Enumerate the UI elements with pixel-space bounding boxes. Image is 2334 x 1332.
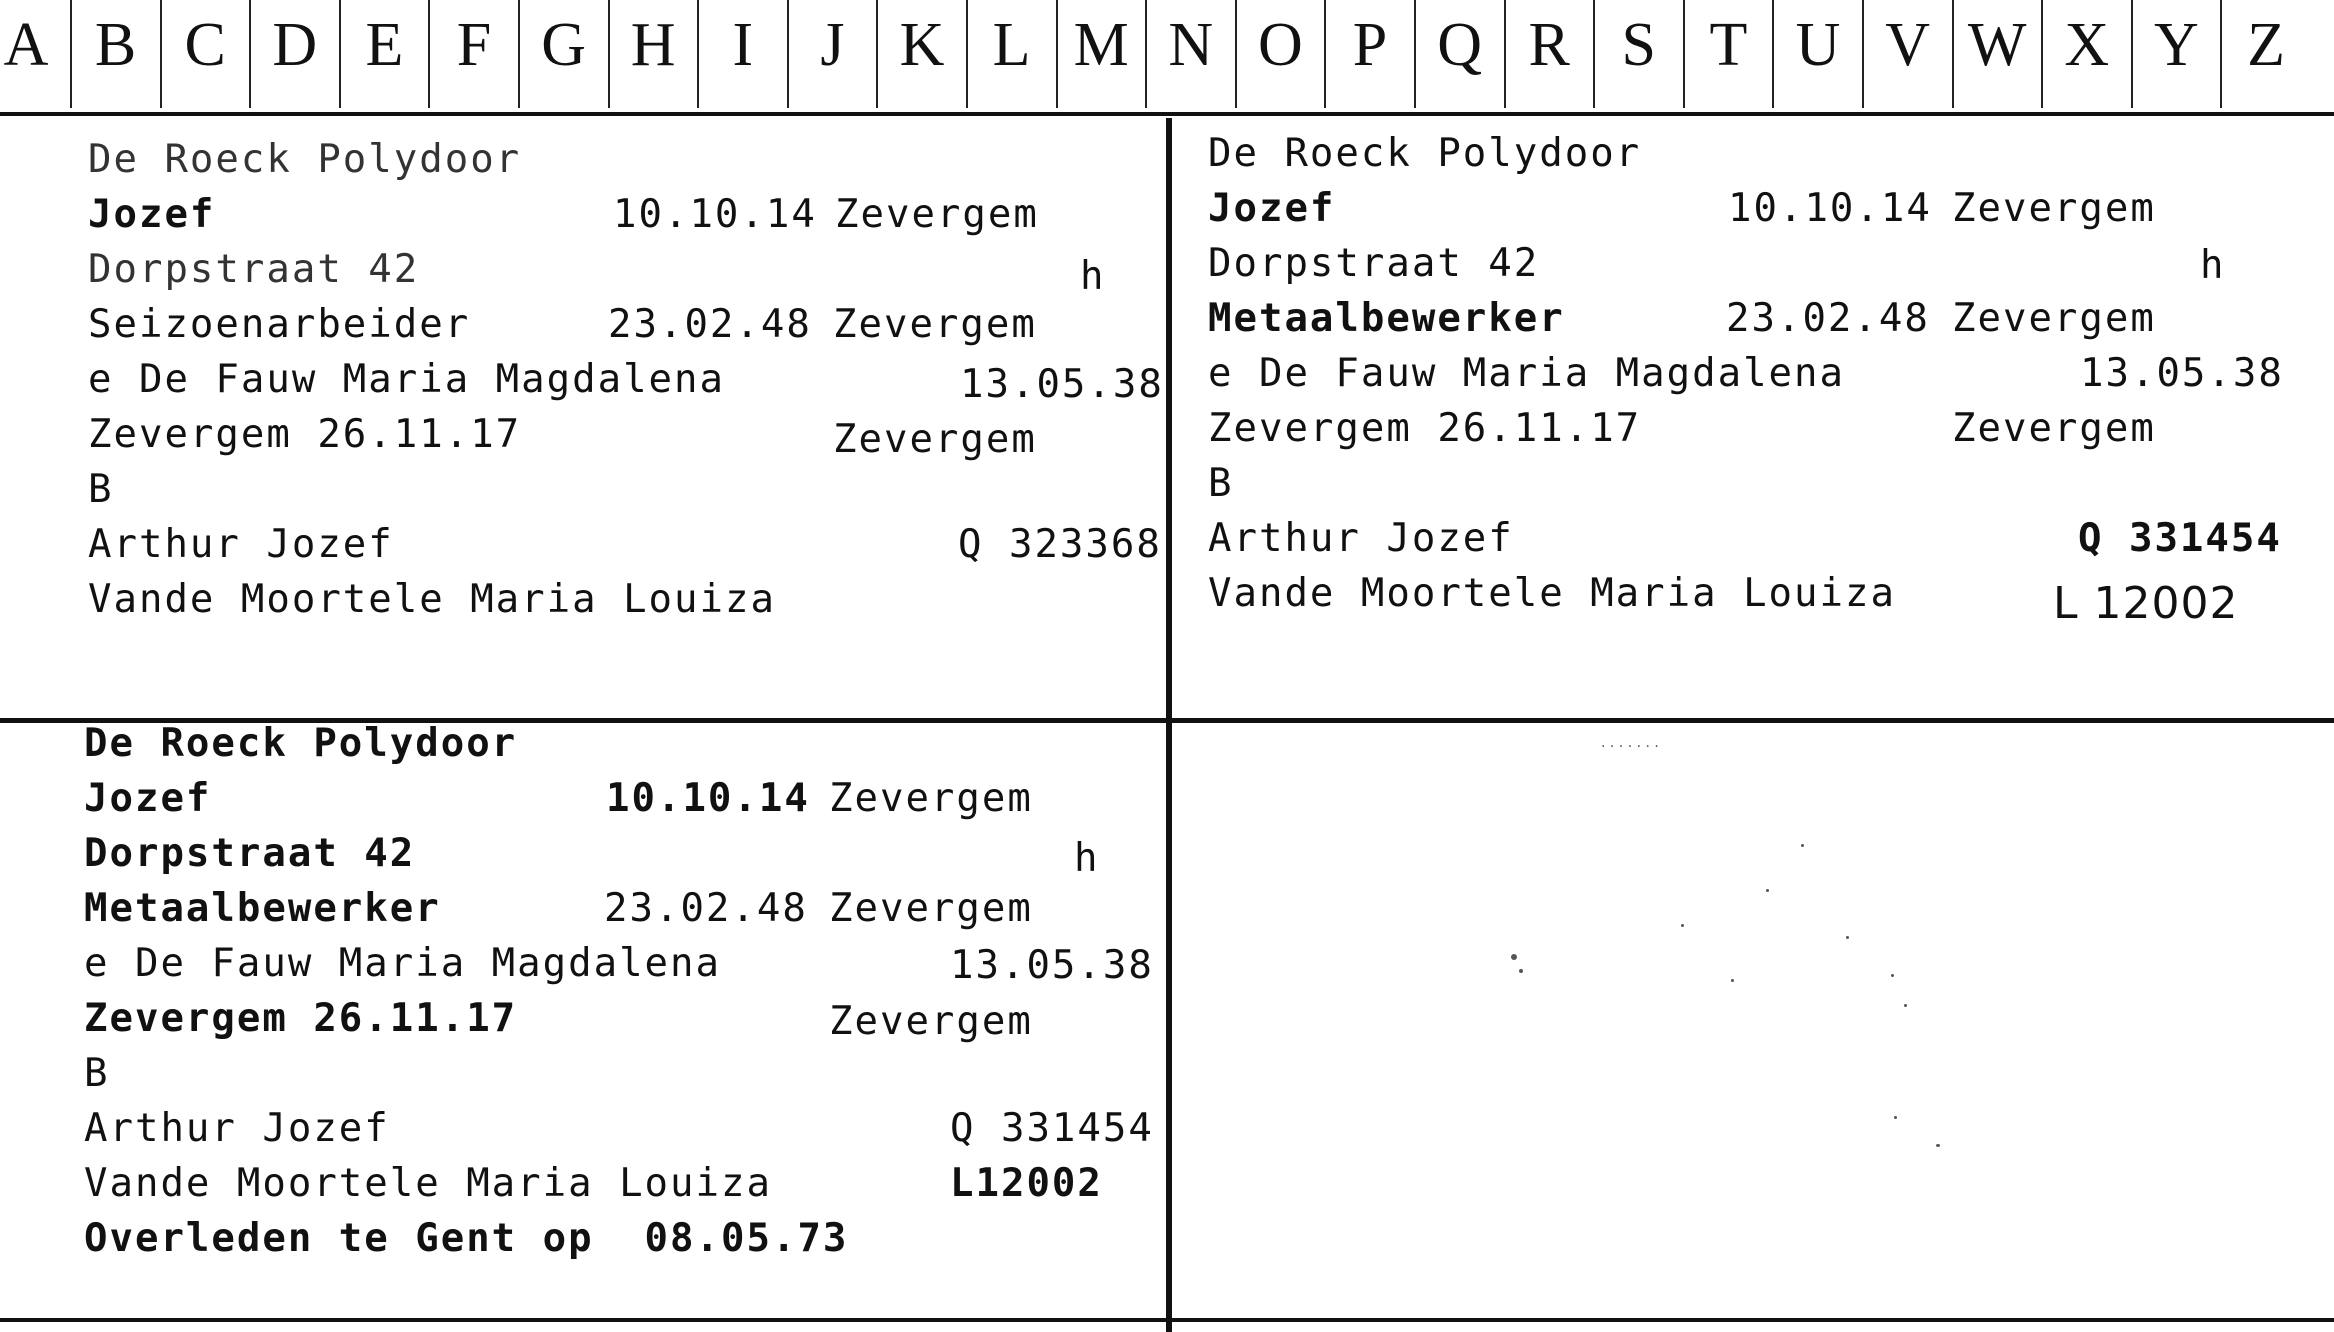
- index-letter-g: G: [541, 11, 586, 79]
- speck: [1936, 1144, 1940, 1147]
- address: Dorpstraat 42: [1208, 241, 1540, 286]
- index-separator: [787, 0, 789, 108]
- birth-date: 10.10.14: [606, 776, 810, 821]
- index-separator: [876, 0, 878, 108]
- index-letter-s: S: [1621, 11, 1657, 79]
- index-letter-e: E: [365, 11, 404, 79]
- spouse-birth: Zevergem 26.11.17: [88, 412, 522, 457]
- spouse-birth: Zevergem 26.11.17: [84, 996, 518, 1041]
- surname: De Roeck Polydoor: [84, 721, 518, 766]
- marker: h: [1074, 836, 1100, 881]
- index-letter-d: D: [272, 11, 318, 79]
- index-separator: [1862, 0, 1864, 108]
- speck: [1681, 924, 1684, 927]
- index-letter-y: Y: [2154, 11, 2199, 79]
- index-letter-a: A: [3, 11, 49, 79]
- speck: [1731, 979, 1734, 982]
- alphabet-index-strip: [0, 0, 2334, 118]
- birth-place: Zevergem: [829, 776, 1033, 821]
- faint-mark: · · · · · · ·: [1601, 739, 1659, 755]
- index-separator: [1593, 0, 1595, 108]
- index-separator: [2041, 0, 2043, 108]
- parent-father: Arthur Jozef: [84, 1106, 390, 1151]
- birth-date: 10.10.14: [1728, 186, 1932, 231]
- reference-1: Q 331454: [950, 1106, 1154, 1151]
- first-name: Jozef: [1208, 186, 1336, 231]
- index-separator: [1683, 0, 1685, 108]
- place-3: Zevergem: [833, 417, 1037, 462]
- record-card-bottom-right-blank: [1176, 724, 2334, 1314]
- index-separator: [1504, 0, 1506, 108]
- code: B: [84, 1051, 110, 1096]
- speck: [1904, 1004, 1907, 1007]
- vertical-divider: [1166, 118, 1172, 1332]
- index-separator: [1952, 0, 1954, 108]
- index-letter-k: K: [899, 11, 945, 79]
- reference-2: L12002: [950, 1161, 1103, 1206]
- index-letter-n: N: [1168, 11, 1214, 79]
- address: Dorpstraat 42: [84, 831, 416, 876]
- place-3: Zevergem: [829, 999, 1033, 1044]
- parent-mother: Vande Moortele Maria Louiza: [88, 577, 776, 622]
- place-3: Zevergem: [1952, 406, 2156, 451]
- index-letter-t: T: [1709, 11, 1748, 79]
- place-2: Zevergem: [829, 886, 1033, 931]
- first-name: Jozef: [84, 776, 212, 821]
- speck: [1894, 1116, 1897, 1119]
- date-2: 23.02.48: [608, 302, 812, 347]
- speck: [1766, 889, 1769, 892]
- parent-father: Arthur Jozef: [88, 522, 394, 567]
- index-separator: [1145, 0, 1147, 108]
- index-letter-x: X: [2064, 11, 2110, 79]
- parent-mother: Vande Moortele Maria Louiza: [1208, 571, 1896, 616]
- reference-1: Q 323368: [958, 522, 1162, 567]
- occupation: Seizoenarbeider: [88, 302, 471, 347]
- speck: [1519, 969, 1523, 973]
- date-3: 13.05.38: [2080, 351, 2284, 396]
- code: B: [1208, 461, 1234, 506]
- index-letter-h: H: [630, 11, 676, 79]
- index-letter-b: B: [94, 11, 137, 79]
- address: Dorpstraat 42: [88, 247, 420, 292]
- birth-place: Zevergem: [1952, 186, 2156, 231]
- birth-date: 10.10.14: [613, 192, 817, 237]
- parent-father: Arthur Jozef: [1208, 516, 1514, 561]
- index-separator: [2220, 0, 2222, 108]
- index-separator: [70, 0, 72, 108]
- index-separator: [1056, 0, 1058, 108]
- index-separator: [608, 0, 610, 108]
- marker: h: [1080, 254, 1106, 299]
- index-letter-r: R: [1528, 11, 1570, 79]
- index-separator: [428, 0, 430, 108]
- index-letter-j: J: [820, 11, 845, 79]
- spouse: e De Fauw Maria Magdalena: [88, 357, 725, 402]
- index-separator: [697, 0, 699, 108]
- place-2: Zevergem: [833, 302, 1037, 347]
- index-letter-l: L: [992, 11, 1031, 79]
- index-letter-u: U: [1795, 11, 1841, 79]
- record-card-top-left: [88, 137, 1164, 698]
- index-letter-z: Z: [2247, 11, 2285, 79]
- speck: [1511, 954, 1517, 960]
- date-2: 23.02.48: [1726, 296, 1930, 341]
- index-separator: [966, 0, 968, 108]
- index-separator: [518, 0, 520, 108]
- occupation: Metaalbewerker: [84, 886, 441, 931]
- index-separator: [1772, 0, 1774, 108]
- date-3: 13.05.38: [950, 943, 1154, 988]
- index-letter-p: P: [1352, 11, 1388, 79]
- horizontal-divider-bottom: [0, 1318, 2334, 1322]
- date-2: 23.02.48: [604, 886, 808, 931]
- index-letter-c: C: [184, 11, 226, 79]
- index-letter-w: W: [1967, 11, 2027, 79]
- code: B: [88, 467, 114, 512]
- spouse-birth: Zevergem 26.11.17: [1208, 406, 1642, 451]
- occupation: Metaalbewerker: [1208, 296, 1565, 341]
- index-separator: [160, 0, 162, 108]
- index-letter-v: V: [1885, 11, 1930, 79]
- speck: [1801, 844, 1804, 847]
- index-separator: [1235, 0, 1237, 108]
- index-strip-baseline: [0, 112, 2334, 116]
- index-separator: [1414, 0, 1416, 108]
- surname: De Roeck Polydoor: [88, 137, 522, 182]
- record-card-bottom-left: [84, 722, 1160, 1312]
- spouse: e De Fauw Maria Magdalena: [84, 941, 721, 986]
- index-separator: [2131, 0, 2133, 108]
- place-2: Zevergem: [1952, 296, 2156, 341]
- index-letter-i: I: [732, 11, 754, 79]
- surname: De Roeck Polydoor: [1208, 131, 1642, 176]
- record-card-top-right: [1208, 132, 2318, 702]
- parent-mother: Vande Moortele Maria Louiza: [84, 1161, 772, 1206]
- index-letter-f: F: [456, 11, 492, 79]
- spouse: e De Fauw Maria Magdalena: [1208, 351, 1845, 396]
- marker: h: [2200, 243, 2226, 288]
- reference-1: Q 331454: [2078, 516, 2282, 561]
- index-letter-m: M: [1073, 11, 1129, 79]
- first-name: Jozef: [88, 192, 216, 237]
- index-letter-q: Q: [1437, 11, 1482, 79]
- speck: [1891, 974, 1894, 977]
- index-separator: [249, 0, 251, 108]
- index-separator: [1324, 0, 1326, 108]
- birth-place: Zevergem: [835, 192, 1039, 237]
- speck: [1846, 936, 1849, 939]
- death-note: Overleden te Gent op 08.05.73: [84, 1216, 849, 1261]
- index-separator: [339, 0, 341, 108]
- reference-2: L 12002: [2053, 578, 2239, 629]
- index-letter-o: O: [1258, 11, 1303, 79]
- date-3: 13.05.38: [960, 362, 1164, 407]
